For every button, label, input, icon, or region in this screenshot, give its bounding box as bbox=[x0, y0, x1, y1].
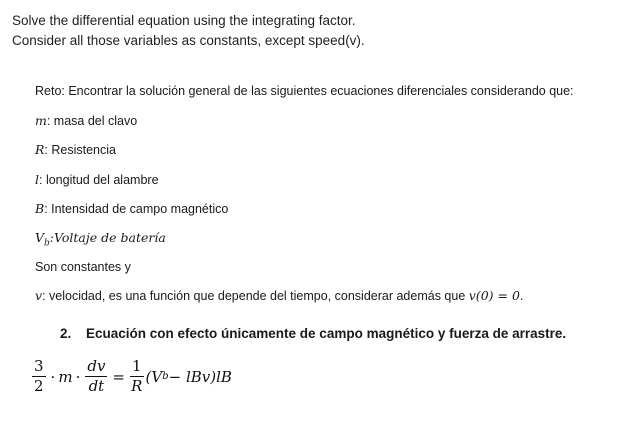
rhs-open: (V bbox=[145, 367, 163, 386]
intro-line-1: Solve the differential equation using the integrating factor. bbox=[12, 13, 356, 28]
reto-statement: Reto: Encontrar la solución general de las siguientes ecuaciones diferenciales considerando que: bbox=[35, 84, 574, 98]
variable-symbol: R bbox=[35, 142, 45, 157]
mass-symbol: m bbox=[58, 367, 73, 386]
frac-numerator: dv bbox=[87, 357, 106, 375]
vb-subscript: b bbox=[44, 238, 50, 249]
frac-denominator: 2 bbox=[34, 377, 44, 395]
frac-denominator: dt bbox=[88, 377, 105, 395]
heading-number: 2. bbox=[60, 326, 72, 341]
rhs-rest: − lBv)lB bbox=[168, 367, 232, 386]
dot-operator: · bbox=[75, 367, 81, 386]
variable-desc: : masa del clavo bbox=[46, 114, 138, 128]
variable-desc: : longitud del alambre bbox=[39, 173, 159, 187]
variable-v bbox=[35, 288, 523, 303]
rhs-subscript: b bbox=[162, 371, 169, 382]
variable-m bbox=[35, 113, 137, 128]
problem-intro bbox=[12, 11, 365, 51]
variable-l bbox=[35, 172, 159, 187]
variable-vb bbox=[35, 230, 166, 249]
variable-symbol: m bbox=[35, 113, 47, 128]
variable-B bbox=[35, 201, 228, 216]
fraction-one-over-R bbox=[130, 358, 144, 395]
v-desc: : velocidad, es una función que depende del tiempo, considerar además que bbox=[42, 289, 469, 303]
variable-desc: : Intensidad de campo magnético bbox=[44, 202, 229, 216]
differential-equation bbox=[30, 358, 232, 395]
heading-text: Ecuación con efecto únicamente de campo magnético y fuerza de arrastre. bbox=[86, 326, 567, 341]
frac-numerator: 3 bbox=[34, 357, 44, 375]
frac-denominator: R bbox=[131, 377, 143, 395]
initial-condition: v(0) = 0 bbox=[468, 288, 520, 303]
fraction-three-halves bbox=[32, 358, 46, 395]
variable-symbol: B bbox=[35, 201, 45, 216]
variable-desc: : Resistencia bbox=[44, 143, 116, 157]
variable-R bbox=[35, 142, 116, 157]
v-symbol: v bbox=[35, 288, 43, 303]
vb-desc: :Voltaje de batería bbox=[49, 230, 166, 245]
vb-symbol: V bbox=[35, 230, 45, 245]
equation-heading bbox=[60, 326, 566, 341]
constants-line: Son constantes y bbox=[35, 260, 131, 274]
equals-sign: = bbox=[112, 367, 125, 386]
fraction-dv-dt bbox=[85, 358, 107, 395]
variable-symbol: l bbox=[35, 172, 39, 187]
frac-numerator: 1 bbox=[132, 357, 142, 375]
intro-line-2: Consider all those variables as constants, except speed(v). bbox=[12, 33, 365, 48]
dot-operator: · bbox=[50, 367, 56, 386]
v-end: . bbox=[519, 289, 524, 303]
